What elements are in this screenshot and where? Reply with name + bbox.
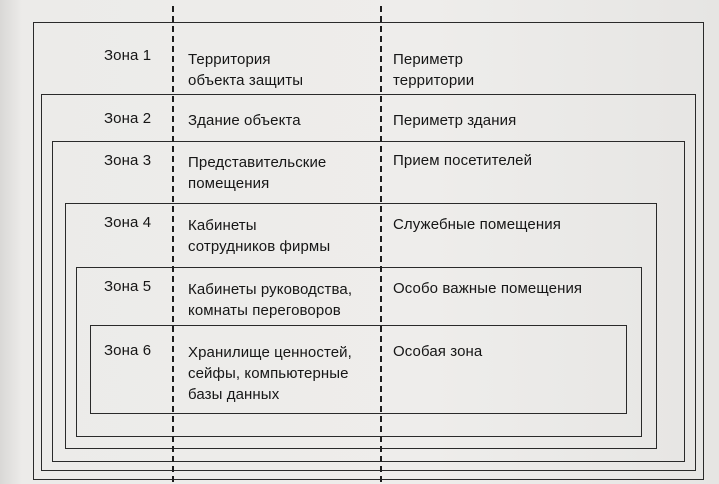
zone-3-name: Зона 3: [104, 152, 152, 169]
zone-6-boundary: [90, 325, 627, 414]
zone-2-content: Здание объекта: [188, 112, 301, 129]
zone-6-boundary-text: Особая зона: [393, 343, 483, 360]
column-divider-right: [380, 6, 382, 482]
zone-6-name: Зона 6: [104, 342, 152, 359]
zone-5-content: Кабинеты руководства, комнаты переговоров: [188, 281, 353, 319]
zone-1-content: Территория объекта защиты: [188, 51, 304, 89]
zone-3-content: Представительские помещения: [188, 154, 327, 192]
zone-5-name: Зона 5: [104, 278, 152, 295]
zone-3-boundary-text: Прием посетителей: [393, 152, 533, 169]
zone-1-boundary-text: Периметр территории: [393, 51, 475, 89]
zone-2-boundary-text: Периметр здания: [393, 112, 517, 129]
zone-4-boundary-text: Служебные помещения: [393, 216, 561, 233]
zone-4-content: Кабинеты сотрудников фирмы: [188, 217, 331, 255]
zone-2-name: Зона 2: [104, 110, 152, 127]
zone-5-boundary-text: Особо важные помещения: [393, 280, 583, 297]
zone-6-content: Хранилище ценностей, сейфы, компьютерные базы данных: [188, 344, 352, 403]
zone-4-name: Зона 4: [104, 214, 152, 231]
zone-1-name: Зона 1: [104, 47, 152, 64]
column-divider-left: [172, 6, 174, 482]
